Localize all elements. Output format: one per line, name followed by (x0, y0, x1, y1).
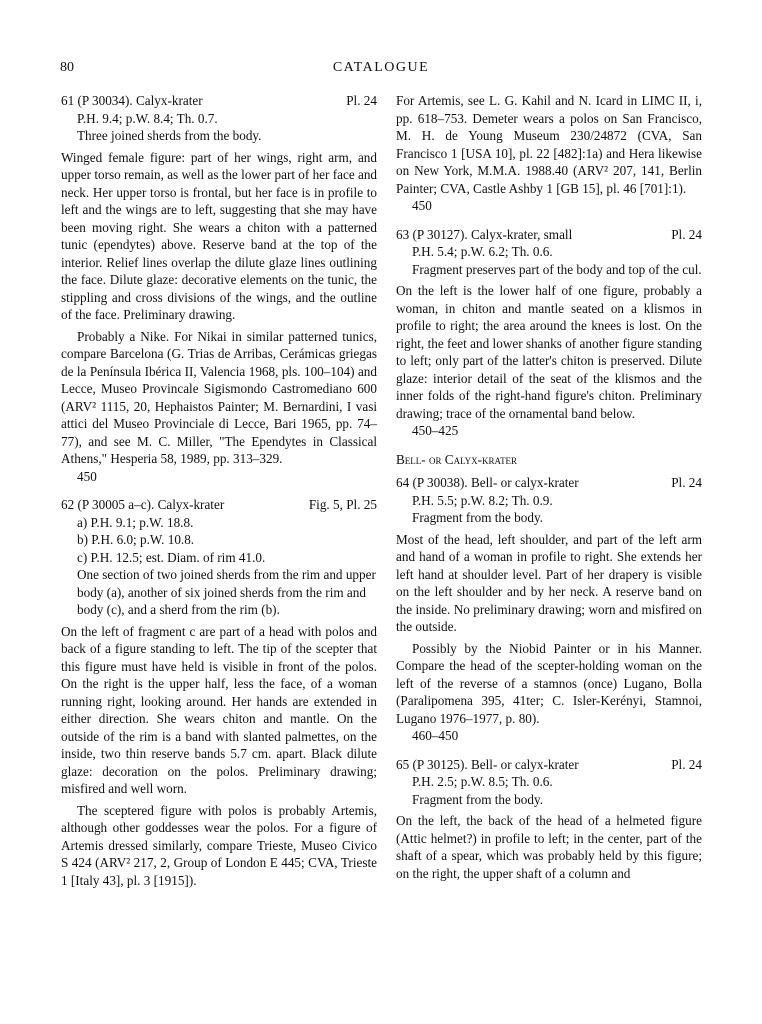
entry-measurement-c: c) P.H. 12.5; est. Diam. of rim 41.0. (77, 549, 266, 565)
entry-plate: Pl. 24 (346, 93, 377, 108)
entry-62 (61, 496, 377, 889)
left-column (61, 92, 377, 889)
entry-plate: Pl. 24 (671, 756, 702, 772)
running-title: CATALOGUE (332, 60, 430, 75)
entry-measurement-b: b) P.H. 6.0; p.W. 10.8. (77, 532, 195, 547)
section-heading: Bell- or Calyx-krater (396, 451, 518, 467)
entry-sherds: Three joined sherds from the body. (77, 128, 262, 143)
entry-description: On the left, the back of the head of a helmeted figure (Attic helmet?) in profile to left; in the center, part of the shaft of a spear, which was probably held by this figure; on the right, the upper shaft of a column and (396, 813, 702, 881)
entry-sherds: Fragment preserves part of the body and top of the cul. (412, 261, 702, 277)
entry-plate: Pl. 24 (671, 226, 702, 242)
right-column (396, 92, 702, 882)
entry-plate: Pl. 24 (671, 475, 702, 490)
entry-63 (396, 226, 702, 440)
entry-heading (396, 474, 702, 492)
entry-commentary: Probably a Nike. For Nikai in similar patterned tunics, compare Barcelona (G. Trias de Arribas, Cerámicas griegas de la Península Ibérica II, Valencia 1968, pls. 100–104) and Lecce, Museo Provincale Sigismondo Castromediano 600 (ARV² 1115, 20, Hephaistos Painter; M. Bernardini, I vasi attici del Museo Provinciale di Lecce, Bari 1965, pp. 74–77), and see M. C. Miller, "The Ependytes in Classical Athens," Hesperia 58, 1989, pp. 313–329. (61, 328, 377, 466)
entry-commentary: Possibly by the Niobid Painter or in his Manner. Compare the head of the scepter-holding woman on the left of the reverse of a stamnos (once) Lugano, Bolla (Paralipomena 395, 41ter; C. Isler-Kerényi, Stamnoi, Lugano 1976–1977, p. 80). (396, 640, 702, 726)
entry-date: 450–425 (412, 423, 459, 438)
entry-title: 64 (P 30038). Bell- or calyx-krater (396, 475, 579, 490)
entry-title: 61 (P 30034). Calyx-krater (61, 93, 203, 108)
entry-title: 65 (P 30125). Bell- or calyx-krater (396, 756, 579, 772)
entry-description: Winged female figure: part of her wings, right arm, and upper torso remain, as well as the lower part of her face and neck. Her upper torso is frontal, but her face is in profile to left and the wings are to left, suggesting that she may have been moving right. She wears a chiton with a patterned tunic (ependytes) above. Reserve band at the top of the interior. Relief lines overlap the dilute glaze lines outlining the face. Dilute glaze: decorative elements on the tunic, the stippling and cross divisions of the wings, and the outline of the face. Preliminary drawing. (61, 149, 378, 322)
entry-61 (61, 92, 377, 485)
entry-date: 460–450 (412, 728, 459, 743)
entry-measurement-a: a) P.H. 9.1; p.W. 18.8. (77, 514, 194, 530)
entry-plate: Fig. 5, Pl. 25 (308, 497, 377, 512)
entry-heading (396, 226, 702, 244)
entry-commentary: The sceptered figure with polos is probably Artemis, although other goddesses wear the polos. For a figure of Artemis dressed similarly, compare Trieste, Museo Civico S 424 (ARV² 217, 2, Group of London E 445; CVA, Trieste 1 [Italy 43], pl. 3 [1915]). (61, 802, 377, 888)
entry-measurements: P.H. 2.5; p.W. 8.5; Th. 0.6. (412, 774, 553, 789)
entry-description: On the left is the lower half of one figure, probably a woman, in chiton and mantle seated on a klismos in profile to right; the area around the knees is lost. On the right, the feet and lower shanks of another figure standing to left; only part of the latter's chiton is preserved. Dilute glaze: interior detail of the seat of the klismos and the inner folds of the right-hand figure's chiton. Preliminary drawing; trace of the ornamental band below. (396, 283, 702, 421)
entry-date: 450 (77, 468, 97, 484)
running-head (60, 60, 702, 80)
page-number: 80 (60, 60, 74, 75)
entry-heading (61, 92, 377, 110)
entry-measurements: P.H. 5.4; p.W. 6.2; Th. 0.6. (412, 244, 553, 259)
entry-measurements: P.H. 5.5; p.W. 8.2; Th. 0.9. (412, 492, 553, 508)
entry-sherds: Fragment from the body. (412, 510, 543, 525)
entry-title: 62 (P 30005 a–c). Calyx-krater (61, 497, 225, 512)
entry-heading (396, 756, 702, 774)
entry-commentary-continued: For Artemis, see L. G. Kahil and N. Icard in LIMC II, i, pp. 618–753. Demeter wears a polos on San Francisco, M. H. de Young Museum 230/24872 (CVA, San Francisco 1 [USA 10], pl. 22 [482]:1a) and Hera likewise on New York, M.M.A. 1988.40 (ARV² 207, 141, Berlin Painter; CVA, Castle Ashby 1 [GB 15], pl. 46 [701]:1). (396, 93, 702, 196)
entry-date: 450 (412, 198, 432, 213)
entry-65 (396, 756, 702, 883)
entry-sherds: Fragment from the body. (412, 791, 543, 807)
entry-title: 63 (P 30127). Calyx-krater, small (396, 226, 573, 242)
entry-measurements: P.H. 9.4; p.W. 8.4; Th. 0.7. (77, 110, 218, 126)
entry-description: Most of the head, left shoulder, and part of the left arm and hand of a woman in profile to right. She extends her left hand at shoulder level. Part of her drapery is visible on the left shoulder and by her neck. A reserve band on the inside. No preliminary drawing; worn and misfired on the outside. (396, 531, 702, 634)
entry-heading (61, 496, 377, 514)
entry-sherds: One section of two joined sherds from the rim and upper body (a), another of six joined sherds from the rim and body (c), and a sherd from the rim (b). (77, 567, 376, 617)
entry-64 (396, 474, 702, 745)
entry-description: On the left of fragment c are part of a head with polos and back of a figure standing to left. The tip of the scepter that this figure must have held is visible in front of the polos. On the right is the upper half, less the face, of a woman running right, looking around. Her hands are extended in either direction. She wears chiton and mantle. On the outside of the rim is a band with slanted palmettes, on the inside, two thin reserve bands 5.7 cm. apart. Black dilute glaze: decoration on the polos. Preliminary drawing; misfired and well worn. (61, 623, 377, 796)
